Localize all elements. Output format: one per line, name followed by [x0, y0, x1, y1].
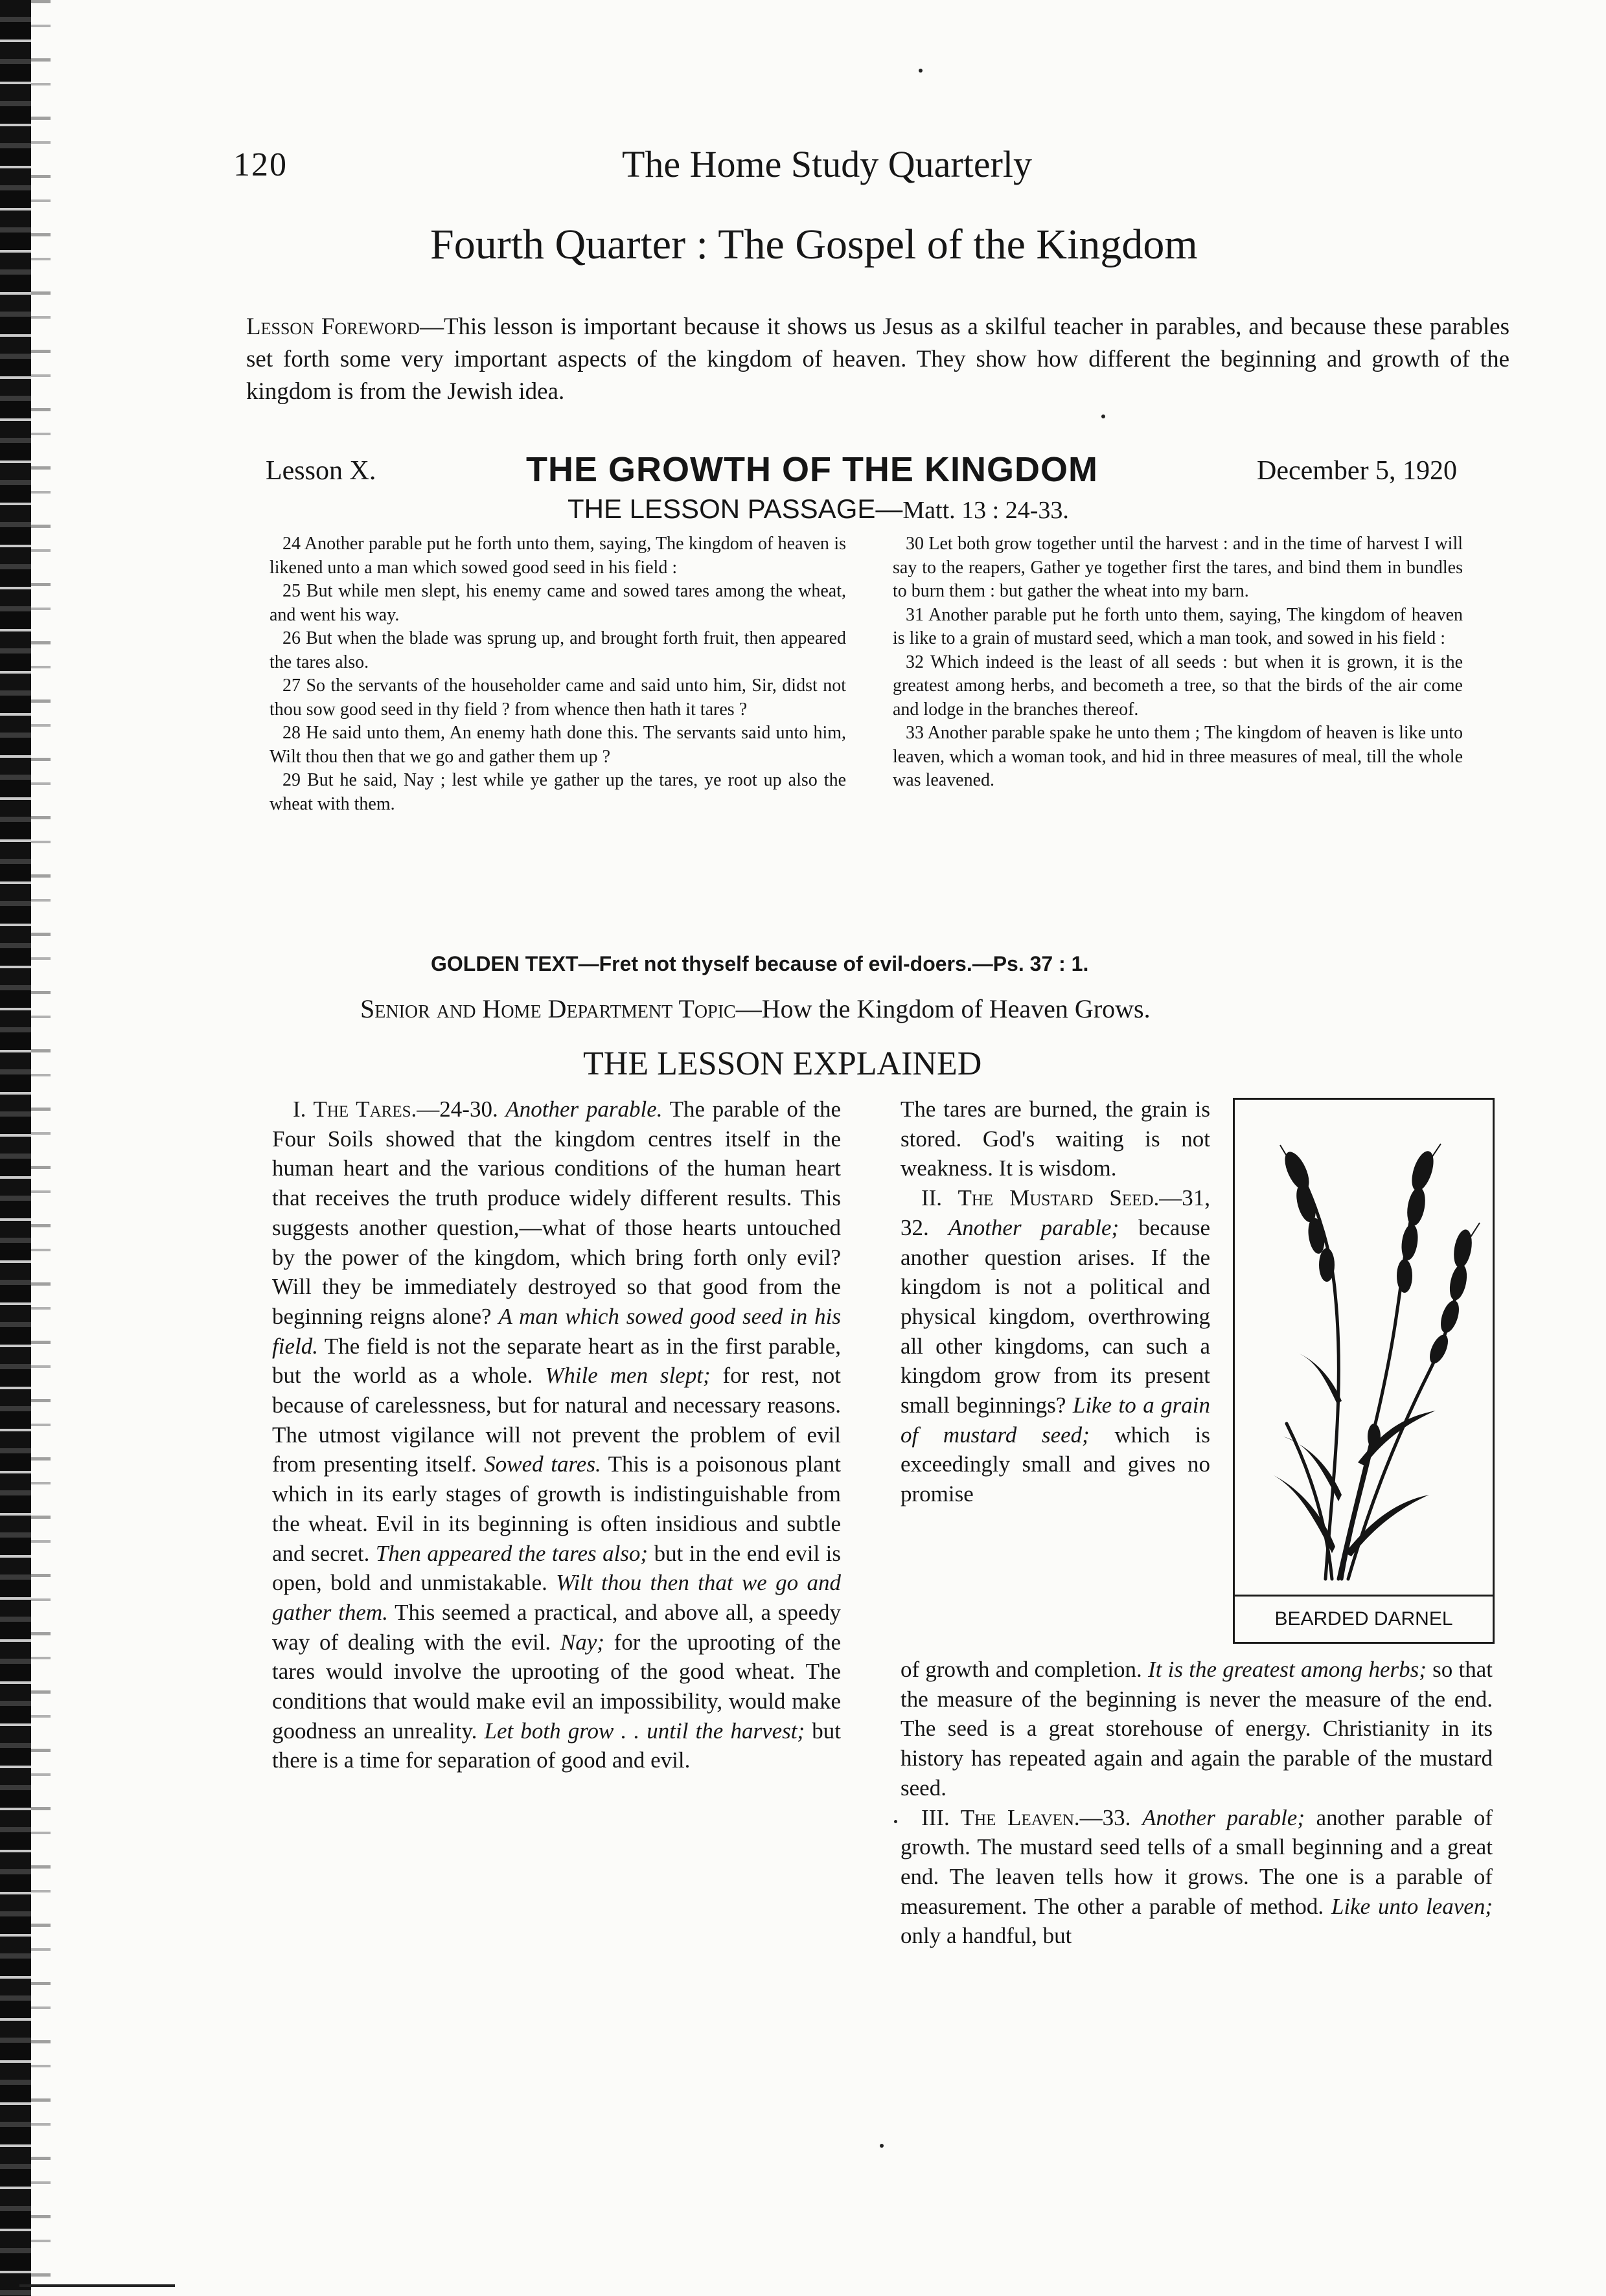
- section-heading-run: I. The Tares.—24-30.: [293, 1097, 506, 1122]
- text-run: so that the measure of the beginning is never the measure of the end. The seed is a great storehouse of energy. Christianity in its history has repeated again and again the parable of the mustard seed.: [901, 1657, 1493, 1801]
- golden-text: GOLDEN TEXT—Fret not thyself because of evil-doers.—Ps. 37 : 1.: [431, 952, 1089, 975]
- italic-text-run: Wilt thou then that we go and gather them.: [272, 1570, 841, 1625]
- text-run: for rest, not because of carelessness, but for natural and necessary reasons. The utmost vigilance will not prevent the problem of evil from presenting itself.: [272, 1363, 841, 1477]
- figure-caption: BEARDED DARNEL: [1235, 1595, 1493, 1642]
- verse: 32 Which indeed is the least of all seeds : but when it is grown, it is the greatest among herbs, and becometh a tree, so that the birds of the air come and lodge in the branches thereof.: [893, 652, 1463, 720]
- binding-edge: [31, 0, 51, 2296]
- text-run: another parable of growth. The mustard seed tells of a small beginning and a great end. The leaven tells how it grows. The one is a parable of measurement. The other a parable of method.: [901, 1804, 1493, 1919]
- lesson-explained-heading: THE LESSON EXPLAINED: [583, 1045, 982, 1082]
- explanation-column-left: [272, 1095, 841, 1775]
- lesson-date: December 5, 1920: [1257, 456, 1458, 486]
- text-run: only a handful, but: [901, 1923, 1072, 1949]
- italic-text-run: Like to a grain of mustard seed;: [901, 1392, 1211, 1448]
- text-run: but there is a time for separation of good and evil.: [272, 1718, 841, 1773]
- text-run: This is a poisonous plant which in its early stages of growth is indistinguishable from the wheat. Evil in its beginning is often insidious and subtle and secret.: [272, 1451, 841, 1566]
- text-run: for the uprooting of the tares would involve the uprooting of the good wheat. The conditions that would make evil an impossibility, would make goodness an unreality.: [272, 1629, 842, 1744]
- quarter-title: Fourth Quarter : The Gospel of the Kingdom: [430, 221, 1198, 268]
- verse: 26 But when the blade was sprung up, and brought forth fruit, then appeared the tares also.: [270, 628, 846, 672]
- text-run: The field is not the separate heart as in the first parable, but the world as a whole.: [272, 1333, 841, 1389]
- italic-text-run: Another parable;: [948, 1214, 1119, 1240]
- section-heading-run: II. The Mustard Seed.—31, 32.: [901, 1185, 1210, 1240]
- tares-conclusion: The tares are burned, the grain is stored. God's waiting is not weakness. It is wisdom.: [901, 1097, 1210, 1181]
- text-run: of growth and completion.: [901, 1657, 1149, 1682]
- verse: 33 Another parable spake he unto them ; The kingdom of heaven is like unto leaven, which a woman took, and hid in three measures of meal, till the whole was leavened.: [893, 723, 1463, 790]
- mustard-seed-continuation: [901, 1655, 1493, 1803]
- running-head: The Home Study Quarterly: [622, 143, 1033, 185]
- verse: 25 But while men slept, his enemy came and sowed tares among the wheat, and went his way.: [270, 581, 846, 625]
- passage-heading-label: THE LESSON PASSAGE—: [568, 494, 903, 524]
- italic-text-run: Another parable;: [1142, 1804, 1305, 1830]
- illustration-bearded-darnel: [1233, 1098, 1495, 1644]
- department-topic: [360, 994, 1151, 1024]
- text-run: This seemed a practical, and above all, a speedy way of dealing with the evil.: [272, 1599, 841, 1655]
- explanation-column-middle: [901, 1095, 1210, 1509]
- passage-column-right: [893, 532, 1463, 793]
- italic-text-run: Let both grow . . until the harvest;: [484, 1718, 805, 1744]
- print-speck: [919, 69, 923, 73]
- italic-text-run: A man which sowed good seed in his field.: [272, 1303, 841, 1359]
- verse: 27 So the servants of the householder came and said unto him, Sir, didst not thou sow good seed in thy field ? from whence then hath it tares ?: [270, 676, 846, 720]
- print-speck: [894, 1820, 897, 1823]
- verse: 30 Let both grow together until the harvest : and in the time of harvest I will say to the reapers, Gather ye together first the tares, and bind them in bundles to burn them : but gather the wheat into my barn.: [893, 534, 1463, 601]
- topic-text: —How the Kingdom of Heaven Grows.: [735, 994, 1151, 1023]
- verse: 24 Another parable put he forth unto them, saying, The kingdom of heaven is likened unto a man which sowed good seed in his field :: [270, 534, 846, 578]
- binding-shadow: [0, 0, 31, 2296]
- foreword-text: —This lesson is important because it shows us Jesus as a skilful teacher in parables, and because these parables set forth some very important aspects of the kingdom of heaven. They show how different the beginning and growth of the kingdom is from the Jewish idea.: [246, 313, 1509, 405]
- italic-text-run: Then appeared the tares also;: [375, 1540, 648, 1566]
- italic-text-run: It is the greatest among herbs;: [1148, 1657, 1427, 1682]
- foreword-label: Lesson Foreword: [246, 313, 420, 340]
- topic-label: Senior and Home Department Topic: [360, 994, 736, 1023]
- lesson-foreword: [246, 311, 1509, 408]
- italic-text-run: Nay;: [560, 1629, 604, 1655]
- text-run: but in the end evil is open, bold and unmistakable.: [272, 1540, 841, 1596]
- verse: 29 But he said, Nay ; lest while ye gather up the tares, ye root up also the wheat with them.: [270, 770, 846, 814]
- print-speck: [1101, 415, 1105, 418]
- italic-text-run: While men slept;: [545, 1363, 711, 1389]
- italic-text-run: Like unto leaven;: [1331, 1893, 1493, 1919]
- lesson-title: THE GROWTH OF THE KINGDOM: [526, 450, 1098, 489]
- section-tares: [272, 1095, 841, 1775]
- verse: 28 He said unto them, An enemy hath done this. The servants said unto him, Wilt thou then that we go and gather them up ?: [270, 723, 846, 767]
- section-leaven: [901, 1803, 1493, 1951]
- page-number: 120: [233, 146, 288, 183]
- italic-text-run: Sowed tares.: [484, 1451, 601, 1477]
- passage-column-left: [270, 532, 846, 816]
- passage-reference: Matt. 13 : 24-33.: [902, 497, 1069, 524]
- passage-heading: [568, 494, 1069, 525]
- footer-rule: [19, 2284, 175, 2287]
- lesson-number: Lesson X.: [266, 456, 376, 486]
- text-run: because another question arises. If the kingdom is not a political and physical kingdom, overthrowing all other kingdoms, can such a kingdom grow from its present small beginnings?: [901, 1214, 1210, 1418]
- section-heading-run: III. The Leaven.—33.: [921, 1804, 1143, 1830]
- print-speck: [880, 2144, 884, 2148]
- text-run: The parable of the Four Soils showed that the kingdom centres itself in the human heart and the various conditions of the human heart that receives the truth produce widely different results. This suggests another question,—what of those hearts untouched by the power of the kingdom, which bring forth only evil? Will they be immediately destroyed so that good from the beginning reigns alone?: [272, 1097, 841, 1329]
- verse: 31 Another parable put he forth unto them, saying, The kingdom of heaven is like to a grain of mustard seed, which a man took, and sowed in his field :: [893, 604, 1463, 648]
- darnel-plant-illustration: [1235, 1100, 1493, 1592]
- text-run: which is exceedingly small and gives no promise: [901, 1422, 1210, 1507]
- italic-text-run: Another parable.: [505, 1097, 663, 1122]
- explanation-column-right: [901, 1655, 1493, 1951]
- section-mustard-seed: [901, 1183, 1210, 1509]
